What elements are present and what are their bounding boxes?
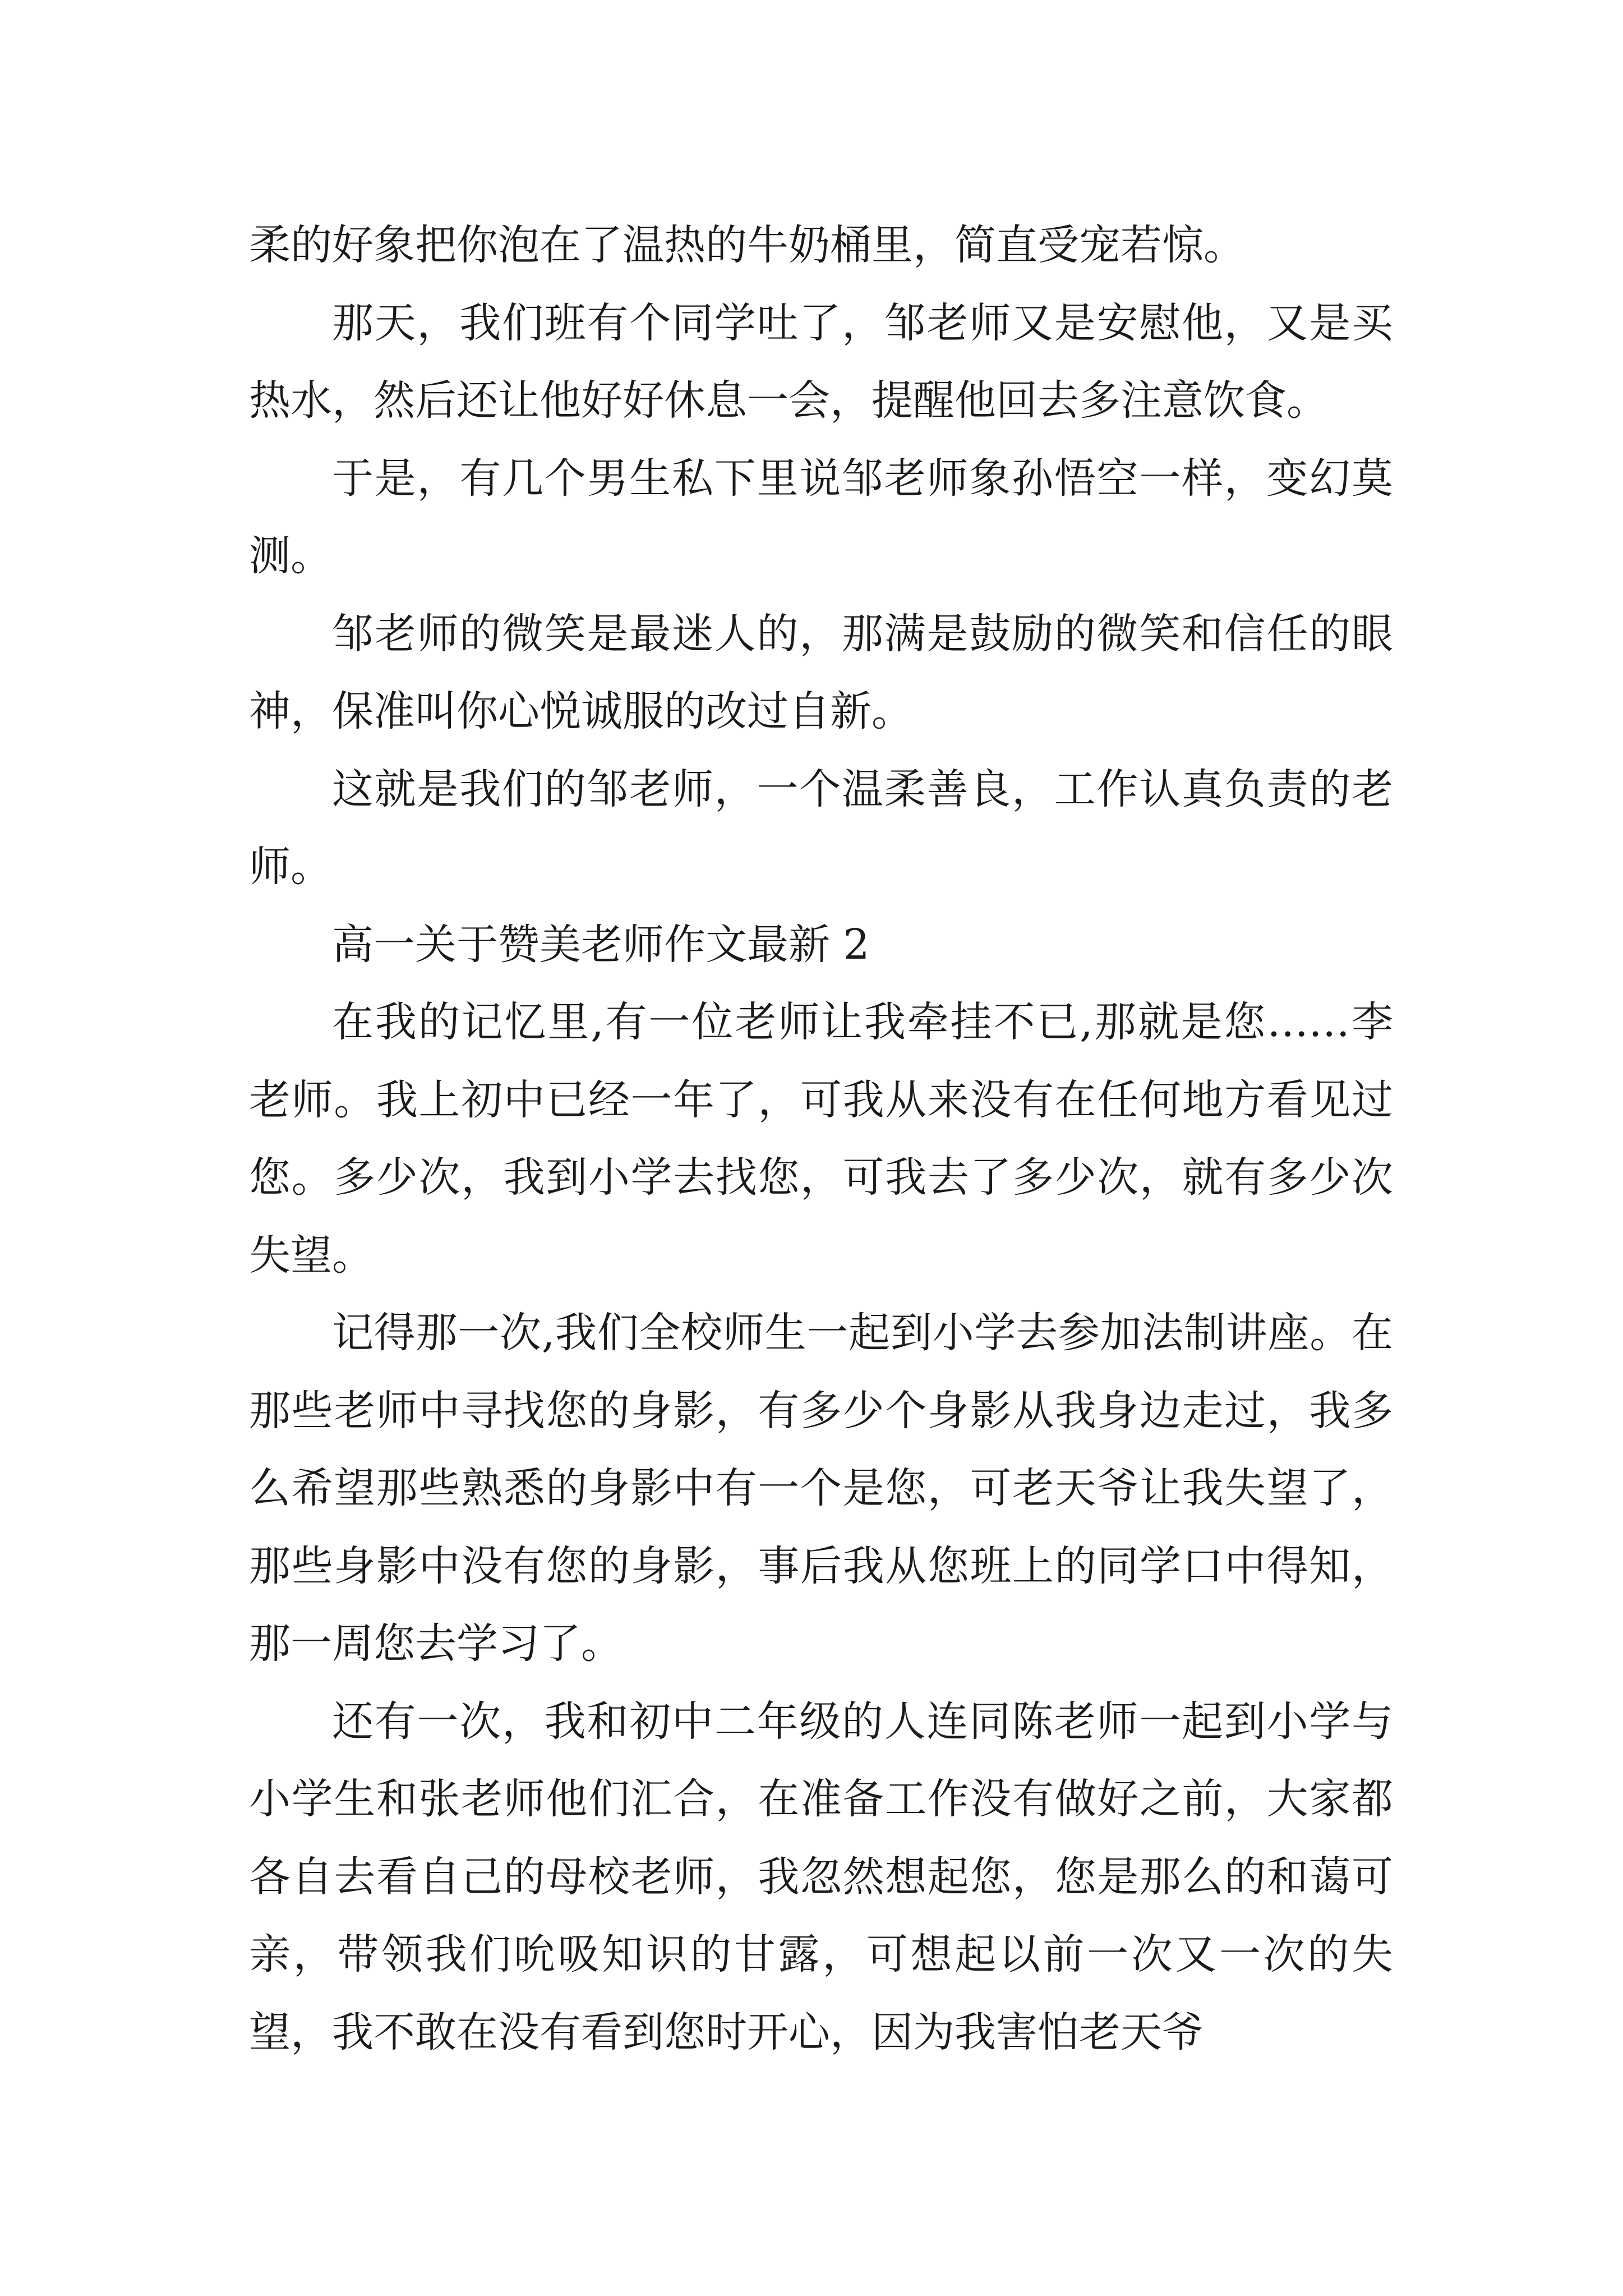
paragraph-continuation: 柔的好象把你泡在了温热的牛奶桶里，简直受宠若惊。 [249,221,1245,269]
document-body [249,206,1393,2071]
paragraph: 记得那一次,我们全校师生一起到小学去参加法制讲座。在那些老师中寻找您的身影，有多少个身影从我身边走过，我多么希望那些熟悉的身影中有一个是您，可老天爷让我失望了，那些身影中没有您的身影，事后我从您班上的同学口中得知，那一周您去学习了。 [249,1309,1393,1668]
paragraph: 于是，有几个男生私下里说邹老师象孙悟空一样，变幻莫测。 [249,454,1393,580]
paragraph: 还有一次，我和初中二年级的人连同陈老师一起到小学与小学生和张老师他们汇合，在准备工作没有做好之前，大家都各自去看自己的母校老师，我忽然想起您，您是那么的和蔼可亲，带领我们吮吸知识的甘露，可想起以前一次又一次的失望，我不敢在没有看到您时开心，因为我害怕老天爷 [249,1697,1393,2056]
paragraph: 在我的记忆里,有一位老师让我牵挂不已,那就是您……李老师。我上初中已经一年了，可我从来没有在任何地方看见过您。多少次，我到小学去找您，可我去了多少次，就有多少次失望。 [249,998,1393,1280]
paragraph: 这就是我们的邹老师，一个温柔善良，工作认真负责的老师。 [249,765,1393,891]
paragraph: 邹老师的微笑是最迷人的，那满是鼓励的微笑和信任的眼神，保准叫你心悦诚服的改过自新。 [249,609,1393,735]
paragraph: 那天，我们班有个同学吐了，邹老师又是安慰他，又是买热水，然后还让他好好休息一会，提醒他回去多注意饮食。 [249,298,1393,425]
section-heading: 高一关于赞美老师作文最新 2 [332,920,870,969]
